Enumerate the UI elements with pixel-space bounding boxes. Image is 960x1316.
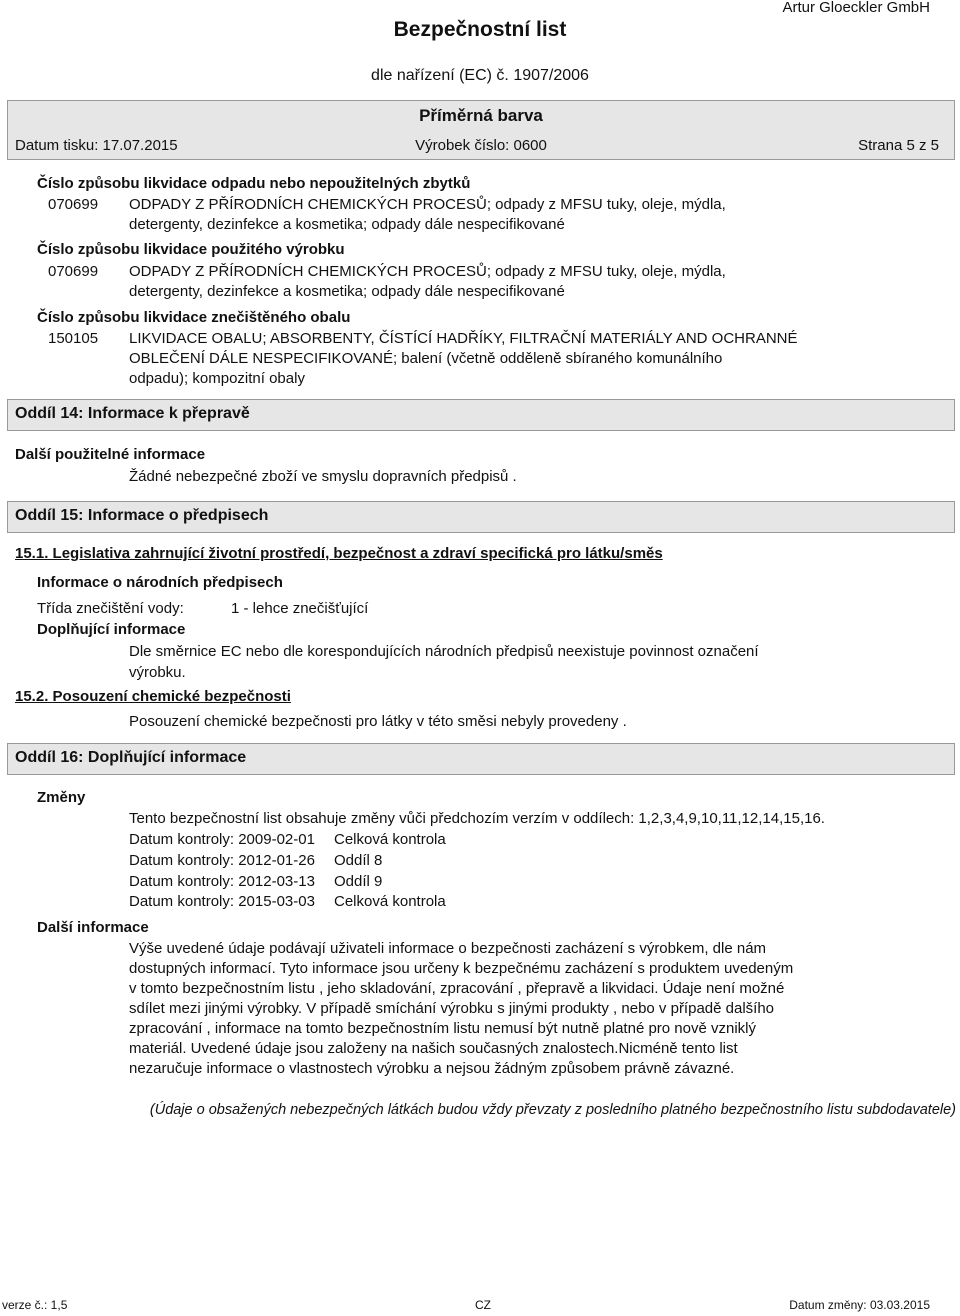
waste-heading-used-product: Číslo způsobu likvidace použitého výrobku [37,241,345,258]
header-box [7,100,955,160]
section-14-text: Žádné nebezpečné zboží ve smyslu dopravních předpisů . [129,468,517,485]
regulation-reference: dle nařízení (EC) č. 1907/2006 [371,67,589,84]
section-14-subheading: Další použitelné informace [15,446,206,463]
national-regulations-heading: Informace o národních předpisech [37,574,283,591]
other-info-line: Výše uvedené údaje podávají uživateli informace o bezpečnosti zacházení s výrobkem, dle nám [129,940,767,957]
review-note: Celková kontrola [334,893,446,910]
changes-text: Tento bezpečnostní list obsahuje změny vůči předchozím verzím v oddílech: 1,2,3,4,9,10,11,12,14,15,16. [129,810,825,827]
other-info-line: v tomto bezpečnostním listu , jeho skladování, zpracování , přepravě a likvidaci. Údaje není možné [129,980,785,997]
footer-language: CZ [475,1298,491,1312]
footer-change-date: Datum změny: 03.03.2015 [789,1298,930,1312]
waste-text-packaging-line3: odpadu); kompozitní obaly [129,370,305,387]
additional-info-heading: Doplňující informace [37,621,186,638]
review-date: Datum kontroly: 2015-03-03 [129,893,315,910]
waste-text-packaging-line1: LIKVIDACE OBALU; ABSORBENTY, ČÍSTÍCÍ HADŘÍKY, FILTRAČNÍ MATERIÁLY AND OCHRANNÉ [129,330,798,347]
waste-heading-residues: Číslo způsobu likvidace odpadu nebo nepoužitelných zbytků [37,175,471,192]
waste-text-residues-line1: ODPADY Z PŘÍRODNÍCH CHEMICKÝCH PROCESŮ; odpady z MFSU tuky, oleje, mýdla, [129,196,726,213]
waste-text-used-product-line1: ODPADY Z PŘÍRODNÍCH CHEMICKÝCH PROCESŮ; odpady z MFSU tuky, oleje, mýdla, [129,263,726,280]
water-hazard-value: 1 - lehce znečišťující [231,600,369,617]
section-15-1-heading: 15.1. Legislativa zahrnující životní prostředí, bezpečnost a zdraví specifická pro látku/směs [15,545,663,562]
other-info-line: nezaručuje informace o vlastnostech výrobku a nejsou žádným způsobem právně závazné. [129,1060,735,1077]
other-info-line: dostupných informací. Tyto informace jsou určeny k bezpečnému zacházení s produktem uvedeným [129,960,794,977]
changes-label: Změny [37,789,86,806]
waste-text-residues-line2: detergenty, dezinfekce a kosmetika; odpady dále nespecifikované [129,216,565,233]
other-info-line: sdílet mezi jinými výrobky. V případě smíchání výrobku s jinými produkty , nebo v případě dalšího [129,1000,775,1017]
review-note: Oddíl 8 [334,852,383,869]
section-15-2-text: Posouzení chemické bezpečnosti pro látky v této směsi nebyly provedeny . [129,713,627,730]
print-date: Datum tisku: 17.07.2015 [15,137,178,154]
document-title: Bezpečnostní list [393,18,567,41]
product-number: Výrobek číslo: 0600 [415,137,547,154]
section-14-header [7,399,955,431]
footer-version: verze č.: 1,5 [2,1298,68,1312]
review-date: Datum kontroly: 2012-01-26 [129,852,315,869]
section-16-title: Oddíl 16: Doplňující informace [15,749,247,766]
waste-code-residues: 070699 [48,196,99,213]
company-name: Artur Gloeckler GmbH [782,0,930,16]
section-14-title: Oddíl 14: Informace k přepravě [15,405,250,422]
waste-heading-packaging: Číslo způsobu likvidace znečištěného obalu [37,309,351,326]
section-15-title: Oddíl 15: Informace o předpisech [15,507,269,524]
other-info-line: zpracování , informace na tomto bezpečnostním listu nemusí být nutně platné pro nově vzniklý [129,1020,756,1037]
other-info-label: Další informace [37,919,149,936]
section-16-header [7,743,955,775]
review-note: Celková kontrola [334,831,446,848]
review-note: Oddíl 9 [334,873,383,890]
water-hazard-label: Třída znečištění vody: [37,600,184,617]
section-15-2-heading: 15.2. Posouzení chemické bezpečnosti [15,688,291,705]
waste-code-packaging: 150105 [48,330,99,347]
review-date: Datum kontroly: 2012-03-13 [129,873,315,890]
subcontractor-footnote: (Údaje o obsažených nebezpečných látkách budou vždy převzaty z posledního platného bezpečnostního listu subdodavatele) [149,1102,956,1118]
section-15-header [7,501,955,533]
waste-text-packaging-line2: OBLEČENÍ DÁLE NESPECIFIKOVANÉ; balení (včetně odděleně sbíraného komunálního [129,350,723,367]
page-number: Strana 5 z 5 [858,137,939,154]
waste-text-used-product-line2: detergenty, dezinfekce a kosmetika; odpady dále nespecifikované [129,283,565,300]
product-name: Příměrná barva [419,106,543,125]
additional-info-text: Dle směrnice EC nebo dle korespondujících národních předpisů neexistuje povinnost označení výrobku. [129,643,759,681]
waste-code-used-product: 070699 [48,263,99,280]
other-info-line: materiál. Uvedené údaje jsou založeny na našich současných znalostech.Nicméně tento list [129,1040,738,1057]
review-date: Datum kontroly: 2009-02-01 [129,831,315,848]
